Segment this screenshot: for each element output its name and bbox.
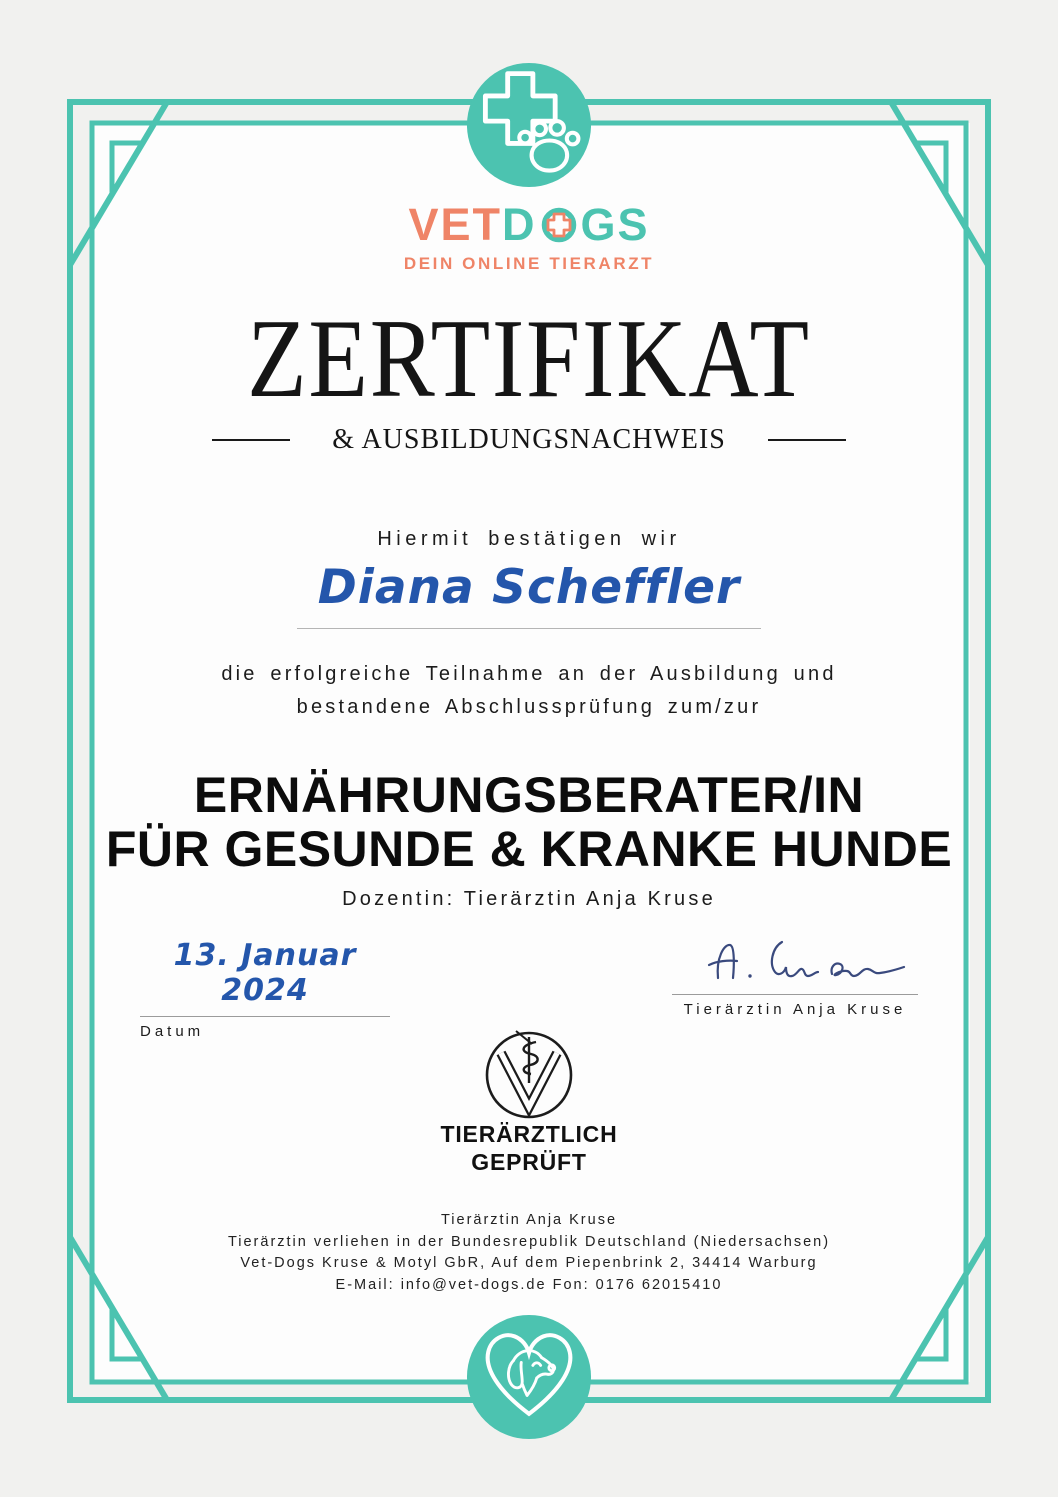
course-title-line1: ERNÄHRUNGSBERATER/IN	[193, 767, 865, 823]
certificate-subtitle: & AUSBILDUNGSNACHWEIS	[332, 424, 726, 455]
footer-line: E-Mail: info@vet-dogs.de Fon: 0176 62015410	[335, 1276, 723, 1293]
medical-cross-paw-icon	[466, 62, 592, 188]
footer-line: Tierärztin verliehen in der Bundesrepublik Deutschland (Niedersachsen)	[227, 1233, 831, 1250]
recipient-name-underline	[297, 628, 761, 629]
footer-contact	[0, 1210, 1058, 1296]
certificate-subtitle-row	[0, 424, 1058, 456]
logo-text-d: D	[502, 199, 537, 250]
course-title-line2: FÜR GESUNDE & KRANKE HUNDE	[105, 821, 953, 877]
course-title	[0, 768, 1058, 876]
seal-text-line1: TIERÄRZTLICH	[440, 1121, 618, 1147]
vetdogs-logo	[0, 199, 1058, 250]
date-value: 13. Januar 2024	[173, 938, 357, 1008]
subtitle-right-rule	[768, 439, 846, 441]
statement-body	[0, 658, 1058, 724]
signature-label: Tierärztin Anja Kruse	[683, 1001, 907, 1018]
date-label: Datum	[140, 1023, 205, 1040]
logo-text-vet: VET	[408, 199, 502, 250]
seal-text	[0, 1120, 1058, 1176]
signature-block	[672, 930, 918, 1018]
footer-line: Vet-Dogs Kruse & Motyl GbR, Auf dem Piepenbrink 2, 34414 Warburg	[240, 1255, 818, 1271]
date-block	[140, 938, 390, 1040]
heart-dog-icon	[466, 1314, 592, 1440]
recipient-name: Diana Scheffler	[317, 560, 741, 615]
statement-body-line2: bestandene Abschlussprüfung zum/zur	[296, 696, 762, 718]
handwritten-signature-icon	[680, 930, 910, 986]
logo-subtitle: DEIN ONLINE TIERARZT	[403, 254, 655, 273]
signature-rule	[672, 994, 918, 995]
statement-body-line1: die erfolgreiche Teilnahme an der Ausbildung und	[221, 663, 837, 685]
certificate-title: ZERTIFIKAT	[247, 297, 811, 421]
cross-in-circle-icon	[539, 205, 579, 245]
logo-text-gs: GS	[580, 199, 650, 250]
lecturer-line: Dozentin: Tierärztin Anja Kruse	[342, 888, 716, 910]
subtitle-left-rule	[212, 439, 290, 441]
seal-text-line2: GEPRÜFT	[471, 1149, 587, 1175]
veterinary-seal-icon	[467, 1013, 591, 1137]
statement-intro: Hiermit bestätigen wir	[377, 528, 681, 550]
snake-coil	[524, 1042, 538, 1074]
date-rule	[140, 1016, 390, 1017]
footer-line: Tierärztin Anja Kruse	[440, 1212, 618, 1228]
